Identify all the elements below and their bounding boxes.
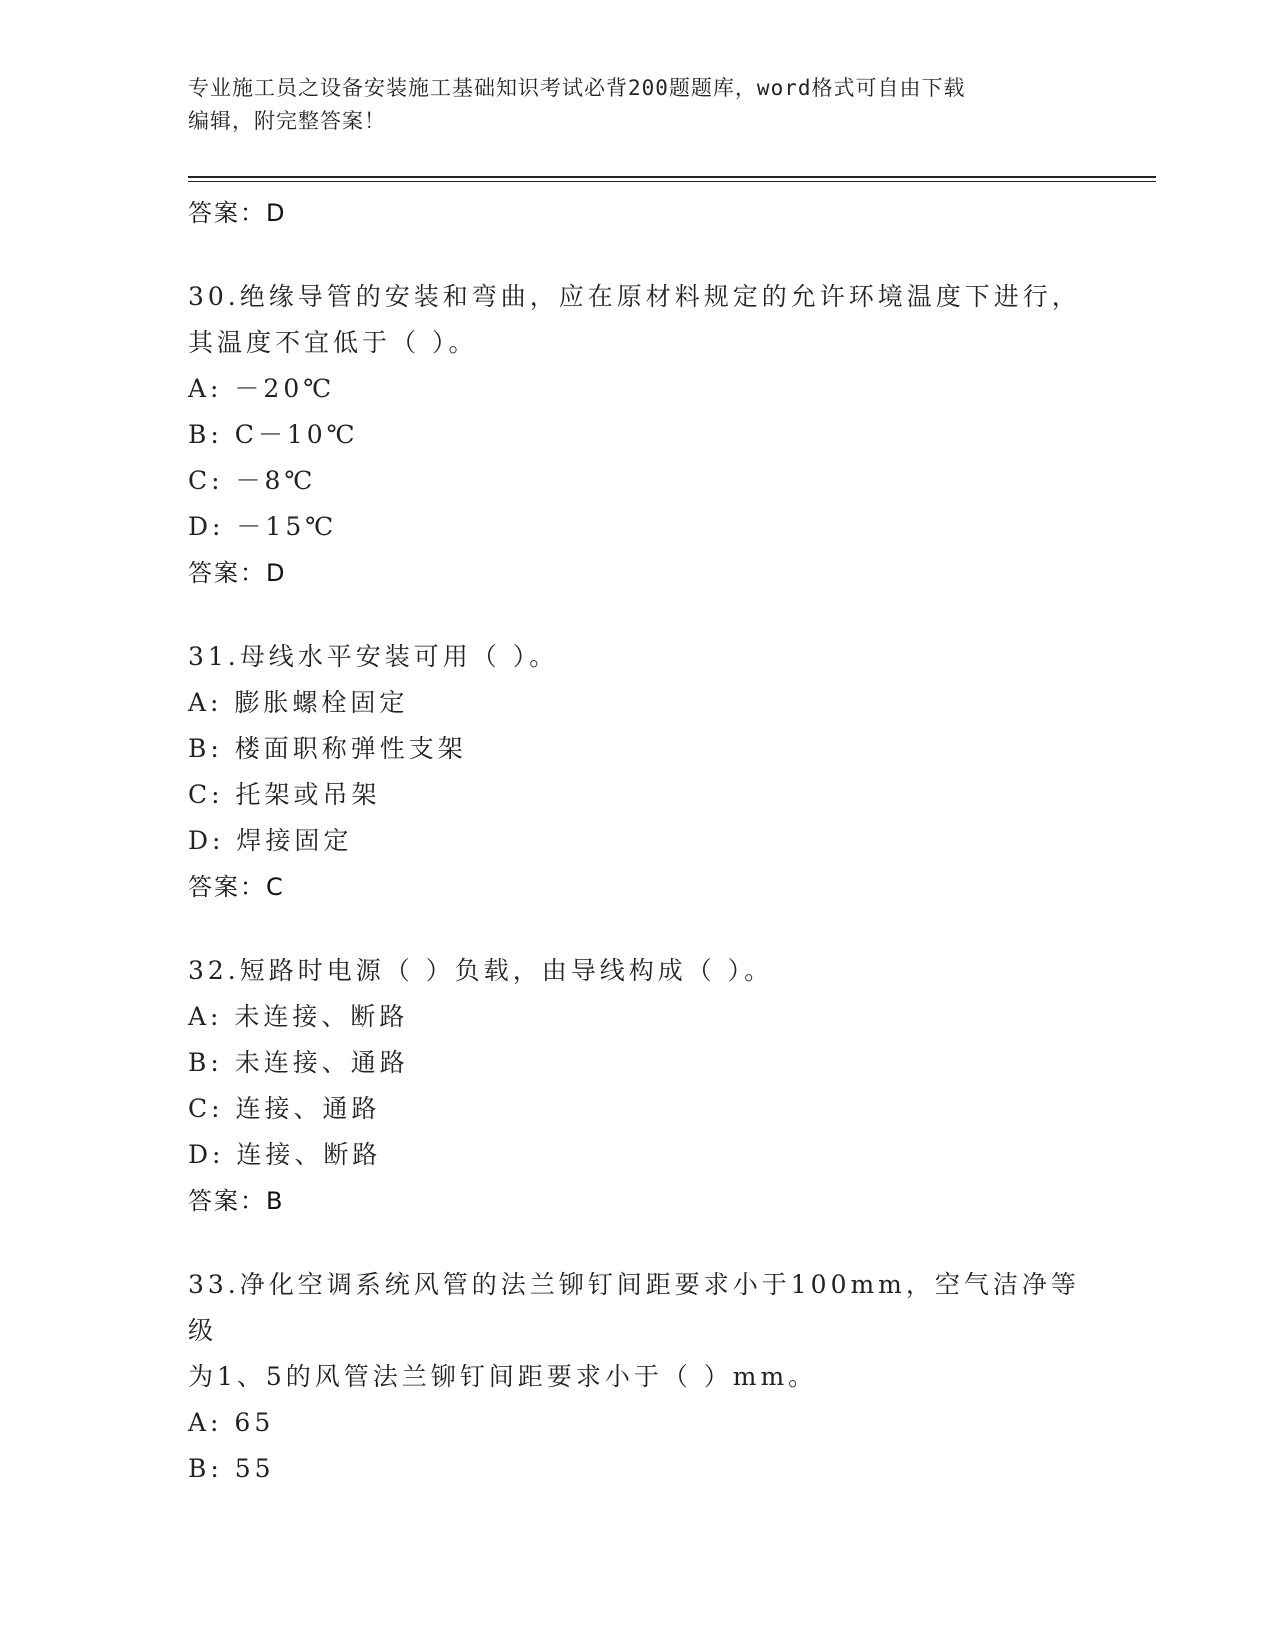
option-b: B: 55: [188, 1454, 275, 1483]
question-text: 33.净化空调系统风管的法兰铆钉间距要求小于100mm，空气洁净等级: [188, 1270, 1080, 1345]
option-d: D: 连接、断路: [188, 1140, 382, 1169]
option-b: B: 未连接、通路: [188, 1048, 409, 1077]
option-c: C: －8℃: [188, 466, 317, 495]
question-text-cont: 其温度不宜低于（ ）。: [188, 328, 478, 357]
answer: 答案：B: [188, 1187, 285, 1215]
option-b: B: 楼面职称弹性支架: [188, 734, 467, 763]
option-b: B: C－10℃: [188, 420, 359, 449]
option-d: D: －15℃: [188, 512, 338, 541]
option-a: A: 膨胀螺栓固定: [188, 688, 409, 717]
question-32: [188, 948, 1088, 1224]
answer: 答案：C: [188, 873, 285, 901]
question-text: 32.短路时电源（ ）负载，由导线构成（ ）。: [188, 956, 774, 985]
previous-answer: 答案：D: [188, 199, 287, 227]
document-header: [188, 72, 1088, 138]
question-33: [188, 1262, 1088, 1492]
question-text: 30.绝缘导管的安装和弯曲，应在原材料规定的允许环境温度下进行，: [188, 282, 1081, 311]
question-text-cont: 为1、5的风管法兰铆钉间距要求小于（ ）mm。: [188, 1362, 818, 1391]
answer: 答案：D: [188, 559, 287, 587]
header-title-line-2: 编辑，附完整答案！: [188, 109, 386, 133]
question-text: 31.母线水平安装可用（ ）。: [188, 642, 559, 671]
option-d: D: 焊接固定: [188, 826, 353, 855]
option-a: A: 未连接、断路: [188, 1002, 409, 1031]
header-title-line-1: 专业施工员之设备安装施工基础知识考试必背200题题库，word格式可自由下载: [188, 76, 966, 100]
question-30: [188, 274, 1088, 596]
question-list: [188, 190, 1088, 1492]
option-c: C: 托架或吊架: [188, 780, 381, 809]
option-a: A: 65: [188, 1408, 275, 1437]
option-c: C: 连接、通路: [188, 1094, 381, 1123]
header-rule-thick: [188, 176, 1156, 178]
header-rule-thin: [188, 181, 1156, 182]
question-31: [188, 634, 1088, 910]
option-a: A: －20℃: [188, 374, 336, 403]
